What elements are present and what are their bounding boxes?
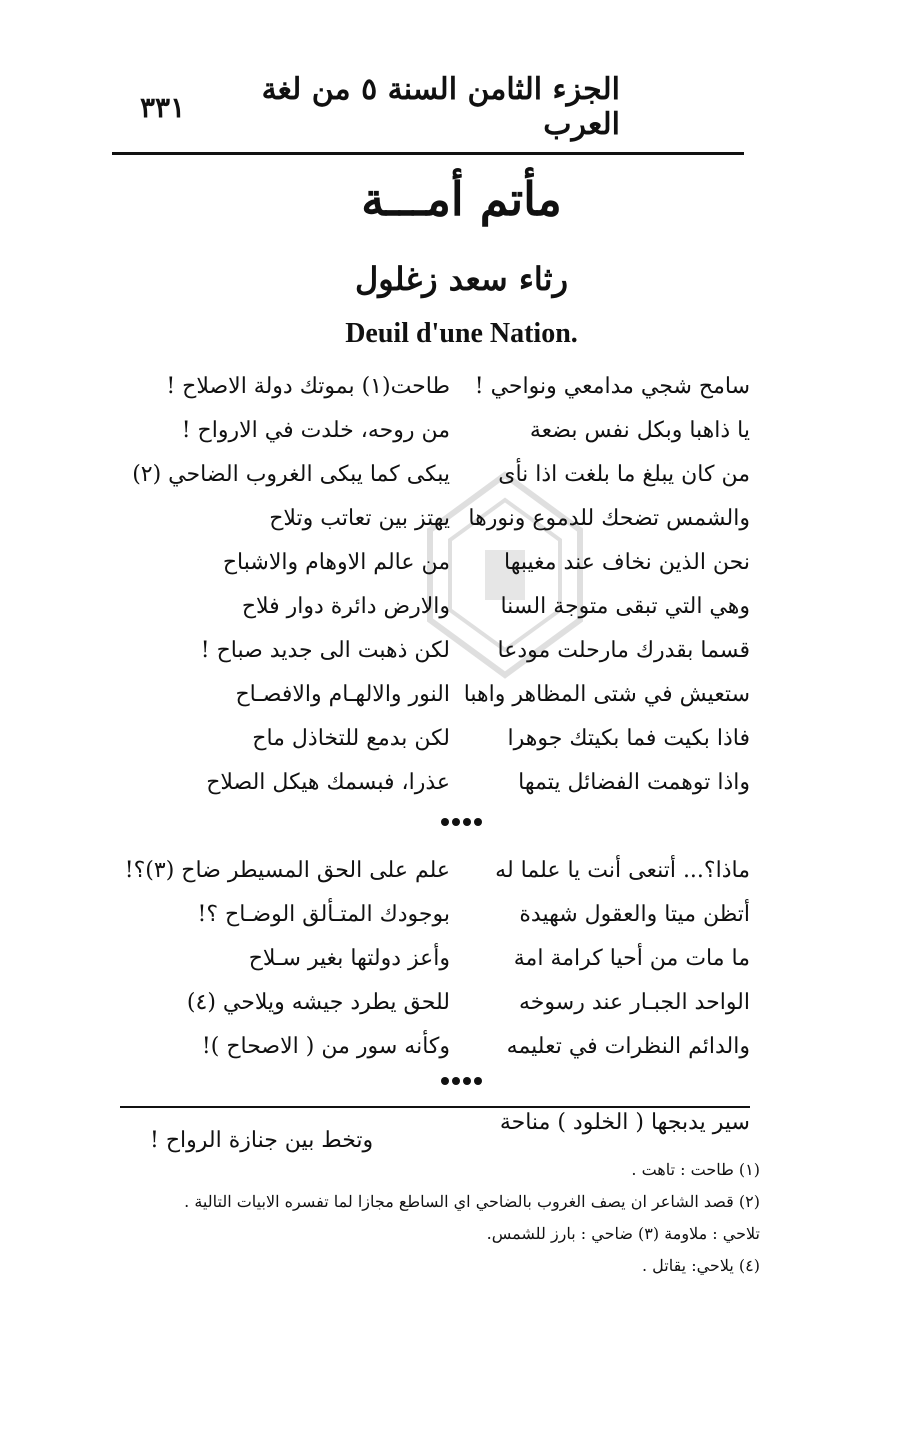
verse-second-half: لكن ذهبت الى جديد صباح ! — [200, 637, 450, 663]
stanza-ornament — [431, 1075, 491, 1087]
verse-second-half: والارض دائرة دوار فلاح — [241, 593, 450, 619]
verse-second-half: للحق يطرد جيشه ويلاحي (٤) — [186, 989, 450, 1015]
verse-second-half: من روحه، خلدت في الارواح ! — [181, 417, 450, 443]
footnotes — [130, 1160, 760, 1288]
verse-first-half: من كان يبلغ ما بلغت اذا نأى — [498, 461, 750, 487]
verse-first-half: ما مات من أحيا كرامة امة — [513, 945, 750, 971]
verse-line — [150, 672, 750, 716]
header-title: الجزء الثامن السنة ٥ من لغة العرب — [261, 72, 620, 142]
stanza-2 — [124, 848, 750, 1068]
verse-first-half: قسما بقدرك مارحلت مودعا — [497, 637, 750, 663]
verse-line — [150, 716, 750, 760]
verse-line — [150, 408, 750, 452]
french-title: Deuil d'une Nation. — [345, 318, 578, 349]
page-number: ٣٣١ — [140, 90, 186, 124]
verse-line — [150, 584, 750, 628]
verse-second-half: يهتز بين تعاتب وتلاح — [269, 505, 450, 531]
verse-first-half: الواحد الجبـار عند رسوخه — [519, 989, 750, 1015]
verse-second-half: طاحت(١) بموتك دولة الاصلاح ! — [166, 373, 450, 399]
verse-second-half: بوجودك المتـألق الوضـاح ؟! — [197, 901, 450, 927]
verse-line — [150, 540, 750, 584]
verse-second-half: وتخط بين جنازة الرواح ! — [150, 1128, 374, 1153]
poem-title: مأتم أمـــة — [361, 172, 562, 226]
verse-first-half: يا ذاهبا وبكل نفس بضعة — [529, 417, 750, 443]
verse-line — [150, 936, 750, 980]
verse-line — [150, 628, 750, 672]
verse-line — [150, 892, 750, 936]
verse-second-half: وكأنه سور من ( الاصحاح )! — [201, 1033, 450, 1059]
verse-first-half: أتظن ميتا والعقول شهيدة — [519, 901, 750, 927]
header-rule — [112, 152, 744, 155]
verse-second-half: وأعز دولتها بغير سـلاح — [248, 945, 450, 971]
verse-second-half: عذرا، فبسمك هيكل الصلاح — [206, 769, 450, 795]
footnote: (١) طاحت : تاهت . — [631, 1160, 760, 1179]
verse-first-half: نحن الذين نخاف عند مغيبها — [504, 549, 750, 575]
verse-second-half: النور والالهـام والافصـاح — [235, 681, 450, 707]
verse-line — [150, 1024, 750, 1068]
verse-second-half: علم على الحق المسيطر ضاح (٣)؟! — [124, 857, 450, 883]
running-header — [140, 72, 620, 142]
verse-line — [124, 848, 750, 892]
verse-first-half: وهي التي تبقى متوجة السنا — [500, 593, 750, 619]
verse-line — [150, 980, 750, 1024]
verse-second-half: يبكى كما يبكى الغروب الضاحي (٢) — [132, 461, 450, 487]
verse-first-half: سامح شجي مدامعي ونواحي ! — [474, 373, 750, 399]
verse-line — [150, 364, 750, 408]
footnote: تلاحي : ملاومة (٣) ضاحي : بارز للشمس. — [486, 1224, 760, 1243]
footnote: (٤) يلاحي: يقاتل . — [641, 1256, 760, 1275]
verse-second-half: من عالم الاوهام والاشباح — [222, 549, 450, 575]
final-verse — [150, 1108, 750, 1153]
stanza-1 — [132, 364, 750, 804]
verse-line — [132, 452, 750, 496]
verse-first-half: سير يدبجها ( الخلود ) مناحة — [499, 1110, 750, 1135]
verse-line — [150, 496, 750, 540]
verse-first-half: ستعيش في شتى المظاهر واهبا — [463, 681, 750, 707]
verse-first-half: واذا توهمت الفضائل يتمها — [518, 769, 750, 795]
verse-second-half: لكن بدمع للتخاذل ماح — [252, 725, 450, 751]
verse-first-half: والدائم النظرات في تعليمه — [506, 1033, 750, 1059]
verse-line — [150, 760, 750, 804]
verse-first-half: فاذا بكيت فما بكيتك جوهرا — [507, 725, 750, 751]
verse-first-half: والشمس تضحك للدموع ونورها — [468, 505, 750, 531]
poem-subtitle: رثاء سعد زغلول — [354, 260, 569, 298]
verse-first-half: ماذا؟... أتنعى أنت يا علما له — [495, 857, 750, 883]
stanza-ornament — [431, 816, 491, 828]
footnote: (٢) قصد الشاعر ان يصف الغروب بالضاحي اي الساطع مجازا لما تفسره الابيات التالية . — [184, 1192, 760, 1211]
